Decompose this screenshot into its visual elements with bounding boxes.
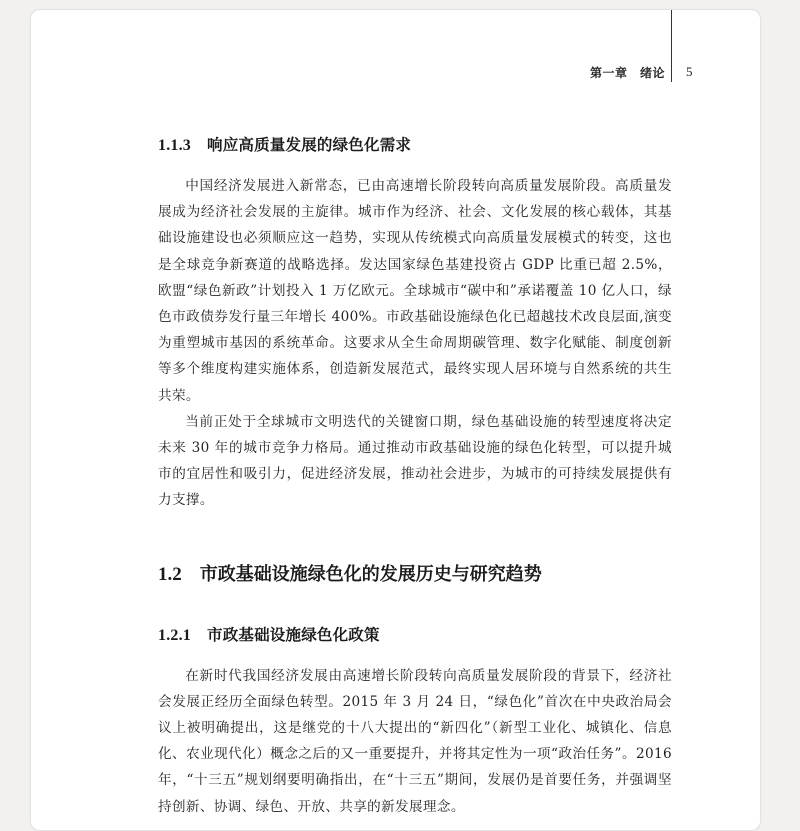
paragraph: 中国经济发展进入新常态，已由高速增长阶段转向高质量发展阶段。高质量发展成为经济社会发展的主旋律。城市作为经济、社会、文化发展的核心载体，其基础设施建设也必须顺应这一趋势，实现从传统模式向高质量发展模式的转变，这也是全球竞争新赛道的战略选择。发达国家绿色基建投资占 GDP 比重已超 2.5%，欧盟“绿色新政”计划投入 1 万亿欧元。全球城市“碳中和”承诺覆盖 10 亿人口，绿色市政债券发行量三年增长 400%。市政基础设施绿色化已超越技术改良层面,演变为重塑城市基因的系统革命。这要求从全生命周期碳管理、数字化赋能、制度创新等多个维度构建实施体系，创造新发展范式，最终实现人居环境与自然系统的共生共荣。 xyxy=(158,178,672,404)
paragraph: 在新时代我国经济发展由高速增长阶段转向高质量发展阶段的背景下，经济社会发展正经历全面绿色转型。2015 年 3 月 24 日，“绿色化”首次在中央政治局会议上被明确提出，这是继党的十八大提出的“新四化”（新型工业化、城镇化、信息化、农业现代化）概念之后的又一重要提升，并将其定性为一项“政治任务”。2016 年，“十三五”规划纲要明确指出，在“十三五”期间，发展仍是首要任务，并强调坚持创新、协调、绿色、开放、共享的新发展理念。 xyxy=(158,667,672,815)
header-vertical-rule xyxy=(671,10,672,82)
section-heading-1-2-1 xyxy=(158,620,672,651)
section-number: 1.2 xyxy=(158,563,182,585)
section-heading-1-2 xyxy=(158,558,672,592)
section-number: 1.1.3 xyxy=(158,137,191,154)
running-header xyxy=(590,64,693,81)
chapter-title: 第一章 绪论 xyxy=(590,66,666,80)
paragraph: 当前正处于全球城市文明迭代的关键窗口期，绿色基础设施的转型速度将决定未来 30 年的城市竞争力格局。通过推动市政基础设施的绿色化转型，可以提升城市的宜居性和吸引力，促进经济发展，推动社会进步，为城市的可持续发展提供有力支撑。 xyxy=(158,413,672,509)
section-title: 市政基础设施绿色化政策 xyxy=(207,624,380,644)
section-heading-1-1-3 xyxy=(158,130,672,161)
section-title: 响应高质量发展的绿色化需求 xyxy=(207,135,412,154)
page-body xyxy=(158,130,672,820)
section-number: 1.2.1 xyxy=(158,626,191,644)
section-title: 市政基础设施绿色化的发展历史与研究趋势 xyxy=(199,563,542,585)
page-number: 5 xyxy=(686,64,693,79)
